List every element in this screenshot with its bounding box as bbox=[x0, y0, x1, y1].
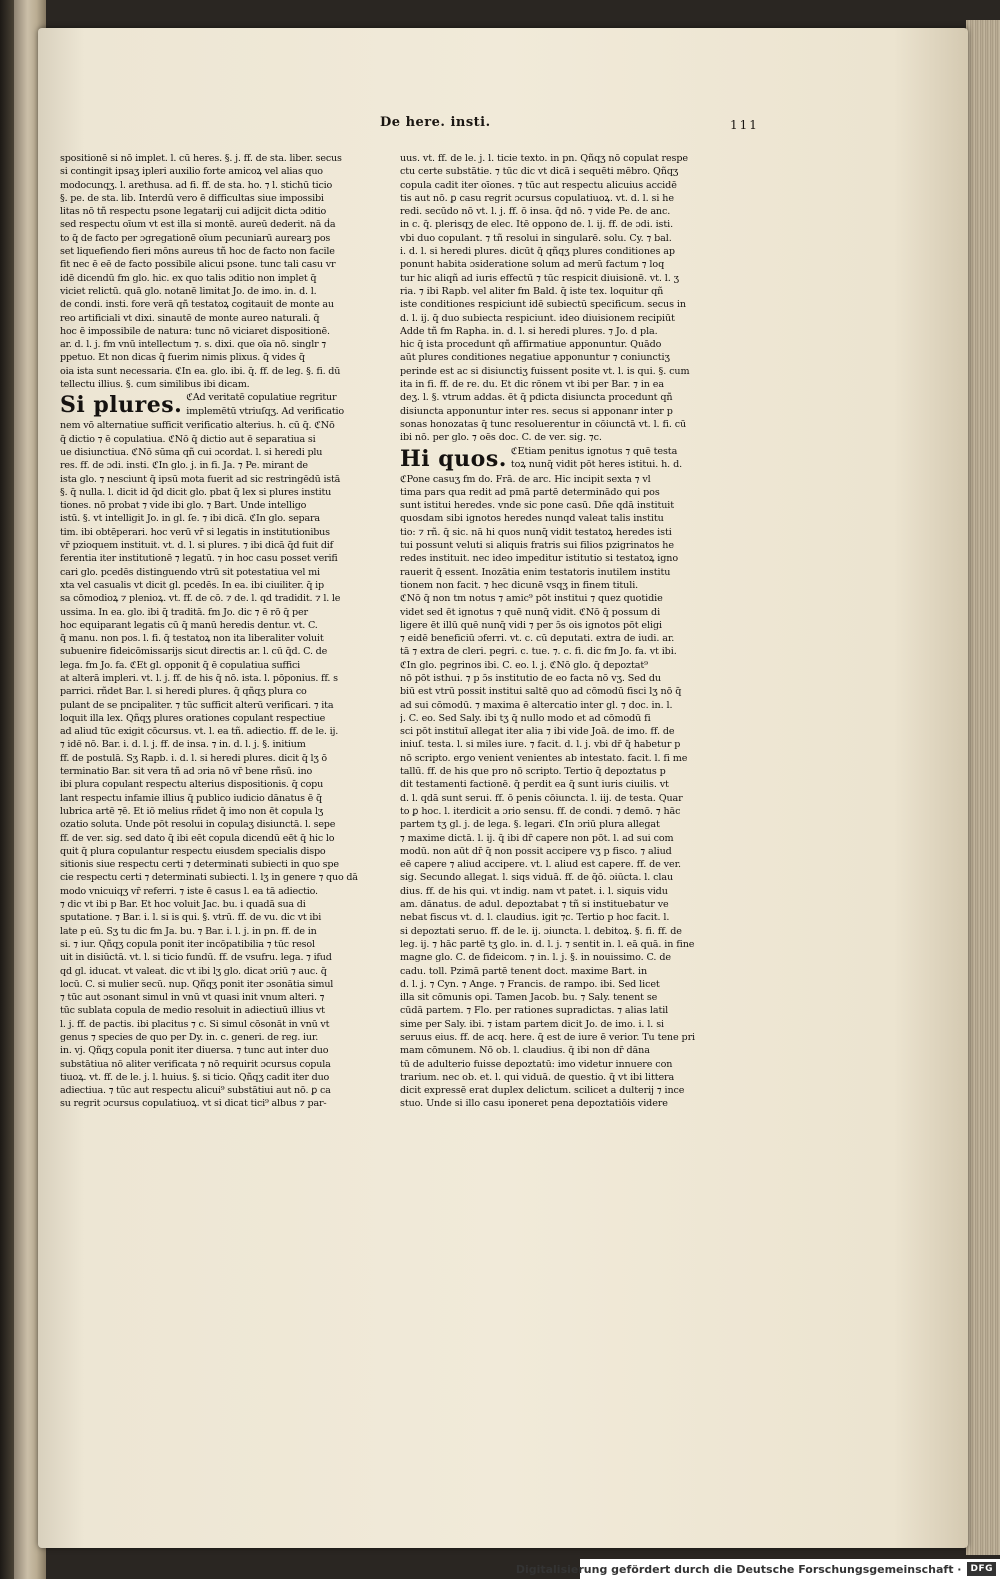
lemma-block-si-plures bbox=[60, 391, 378, 419]
text-line: sputatione. ⁊ Bar. i. l. si is qui. §. vtrū. ff. de vu. dic vt ibi bbox=[60, 912, 322, 924]
text-line: ⁊ tūc aut ɔsonant simul in vnū vt quasi init vnum alteri. ⁊ bbox=[60, 992, 325, 1004]
text-line: genus ⁊ species de quo per Dy. in. c. generi. de reg. iur. bbox=[60, 1032, 319, 1043]
text-line: to ꝑ hoc. l. iterdicit a ɔrio sensu. ff. de condi. ⁊ demō. ⁊ hāc bbox=[400, 805, 681, 817]
text-line: d. l. qdā sunt serui. ff. ō penis cōiuncta. l. iij. de testa. Quar bbox=[400, 792, 683, 804]
text-line: perinde est ac si disiunctiʒ fuissent posite vt. l. is qui. §. cum bbox=[400, 365, 690, 377]
text-line: ℭPone casuʒ fm do. Frā. de arc. Hic incipit sexta ⁊ vl bbox=[400, 473, 651, 485]
text-line: tallū. ff. de his que pro nō scripto. Tertio q̄ depoztatus p bbox=[400, 766, 666, 778]
text-line: ff. de postulā. Sʒ Rapb. i. d. l. si heredi plures. dicit q̄ lʒ ō bbox=[60, 752, 327, 764]
text-line: tio: ⁊ rñ. q̄ sic. nā hi quos nunq̄ vidit testatoꝝ heredes isti bbox=[400, 526, 672, 538]
text-line: oia ista sunt necessaria. ℭIn ea. glo. ibi. q̄. ff. de leg. §. fi. dū bbox=[60, 365, 341, 377]
text-line: modo vnicuiqʒ vr̄ referri. ⁊ iste ē casus l. ea tā adiectio. bbox=[60, 885, 318, 897]
text-line: sig. Secundo allegat. l. siqs viduā. ff. de q̄ō. ɔiūcta. l. clau bbox=[400, 872, 674, 884]
text-line: iste conditiones respiciunt idē subiectū specificum. secus in bbox=[400, 299, 686, 311]
text-line: ibi plura copulant respectu alterius dispositionis. q̄ copu bbox=[60, 779, 324, 791]
text-line: terminatio Bar. sit vera tñ ad ɔria nō vr̄ bene rñsū. ino bbox=[60, 766, 313, 778]
text-line: litas nō tñ respectu psone legatarij cui adijcit dicta ɔditio bbox=[60, 206, 327, 218]
text-line: dit testamenti factionē. q̄ perdit ea q̄ sunt iuris ciuilis. vt bbox=[400, 779, 669, 791]
text-line: modocunqʒ. l. arethusa. ad fi. ff. de sta. ho. ⁊ l. stichū ticio bbox=[60, 179, 333, 191]
lemma-tail-line: ℭAd veritatē copulatiue regritur bbox=[186, 392, 337, 404]
text-line: eē capere ⁊ aliud accipere. vt. l. aliud est capere. ff. de ver. bbox=[400, 859, 681, 871]
text-line: ita in fi. ff. de re. du. Et dic rōnem vt ibi per Bar. ⁊ in ea bbox=[400, 379, 664, 391]
text-line: late p eū. Sʒ tu dic fm Ja. bu. ⁊ Bar. i. l. j. in pn. ff. de in bbox=[60, 925, 317, 937]
text-line: redes instituit. nec ideo impeditur istitutio si testatoꝝ igno bbox=[400, 553, 679, 565]
text-line: aūt plures conditiones negatiue apponuntur ⁊ coniunctiʒ bbox=[400, 352, 670, 364]
text-line: deʒ. l. §. vtrum addas. ēt q̄ pdicta disiuncta procedunt qñ bbox=[400, 392, 673, 404]
text-line: redi. secūdo nō vt. l. j. ff. ō insa. q̄d nō. ⁊ vide Pe. de anc. bbox=[400, 206, 671, 218]
text-line: tis aut nō. ꝑ casu regrit ɔcursus copulatiuoꝝ. vt. d. l. si he bbox=[400, 192, 674, 204]
text-line: ponunt habita ɔsideratione solum ad merū factum ⁊ loq bbox=[400, 259, 665, 271]
folio-number: 111 bbox=[730, 118, 759, 132]
text-line: si depoztati seruo. ff. de le. ij. ɔiuncta. l. debitoꝝ. §. fi. ff. de bbox=[400, 925, 682, 937]
book-fore-edge bbox=[966, 20, 1000, 1555]
text-line: in c. q̄. plerisqʒ de elec. Itē oppono de. l. ij. ff. de ɔdi. isti. bbox=[400, 219, 674, 231]
text-line: ppetuo. Et non dicas q̄ fuerim nimis plixus. q̄ vides q̄ bbox=[60, 352, 305, 364]
text-line: ibi nō. per glo. ⁊ oēs doc. C. de ver. sig. ⁊c. bbox=[400, 432, 602, 444]
text-line: ar. d. l. j. fm vnū intellectum ⁊. s. dixi. que oīa nō. singlr ⁊ bbox=[60, 339, 326, 351]
text-line: lega. fm Jo. fa. ℭEt gl. opponit q̄ ē copulatiua suffici bbox=[60, 659, 301, 671]
text-line: cadu. toll. Pzimā partē tenent doct. maxime Bart. in bbox=[400, 965, 648, 977]
text-line: hoc equiparant legatis cū q̄ manū heredis dentur. vt. C. bbox=[60, 619, 318, 631]
lemma-tail-line: ℭEtiam penitus ignotus ⁊ quē testa bbox=[510, 445, 678, 457]
text-line: modū. non aūt dr̄ q̄ non possit accipere vʒ p fisco. ⁊ aliud bbox=[400, 845, 672, 857]
text-line: q̄ dictio ⁊ ē copulatiua. ℭNō q̄ dictio aut ē separatiua si bbox=[60, 433, 316, 445]
right-column-lines bbox=[400, 152, 780, 445]
text-line: d. l. ij. q̄ duo subiecta respiciunt. ideo diuisionem recipiūt bbox=[400, 312, 675, 324]
text-line: hoc ē impossibile de natura: tunc nō viciaret dispositionē. bbox=[60, 325, 330, 337]
text-line: tur hic aliqñ ad iuris effectū ⁊ tūc respicit diuisionē. vt. l. ʒ bbox=[400, 272, 679, 284]
lemma-tail bbox=[511, 445, 682, 472]
text-line: tā ⁊ extra de cleri. pegri. c. tue. ⁊. c. fi. dic fm Jo. fa. vt ibi. bbox=[400, 646, 677, 658]
text-line: nem vō alternatiue sufficit verificatio alterius. h. cū q̄. ℭNō bbox=[60, 420, 335, 432]
text-line: si. ⁊ iur. Qñqʒ copula ponit iter incōpatibilia ⁊ tūc resol bbox=[60, 938, 315, 950]
text-line: ⁊ idē nō. Bar. i. d. l. j. ff. de insa. ⁊ in. d. l. j. §. initium bbox=[60, 739, 306, 751]
text-line: si contingit ipsaʒ ipleri auxilio forte amicoꝝ vel alias quo bbox=[60, 166, 323, 178]
text-line: ⁊ maxime dictā. l. ij. q̄ ibi dr̄ capere non pōt. l. ad sui com bbox=[400, 832, 674, 844]
text-line: i. d. l. si heredi plures. dicūt q̄ qñqʒ plures conditiones ap bbox=[400, 246, 675, 258]
text-line: nebat fiscus vt. d. l. claudius. igit ⁊c. Tertio p hoc facit. l. bbox=[400, 912, 670, 924]
text-line: q̄ manu. non pos. l. fi. q̄ testatoꝝ non ita liberaliter voluit bbox=[60, 633, 324, 645]
lemma-heading: Hi quos. bbox=[400, 445, 507, 472]
text-line: leg. ij. ⁊ hāc partē tʒ glo. in. d. l. j. ⁊ sentit in. l. eā quā. in fine bbox=[400, 938, 695, 950]
right-column-lines-after bbox=[400, 473, 780, 1111]
text-line: sed respectu oīum vt est illa si montē. aureū dederit. nā ḋa bbox=[60, 219, 336, 231]
text-line: d. l. j. ⁊ Cyn. ⁊ Ange. ⁊ Francis. de rampo. ibi. Sed licet bbox=[400, 978, 660, 990]
text-line: lubrica artē ⁊ē. Et iō melius rñdet q̄ imo non ēt copula lʒ bbox=[60, 805, 324, 817]
footer-credit: Digitalisierung gefördert durch die Deutsche Forschungsgemeinschaft · bbox=[515, 1562, 962, 1576]
text-line: lant respectu infamie illius q̄ publico iudicio dānatus ē q̄ bbox=[60, 792, 322, 804]
text-line: ozatio soluta. Unde pōt resolui in copulaʒ disiunctā. l. sepe bbox=[60, 819, 336, 831]
text-line: idē dicendū fm glo. hic. ex quo talis ɔditio non implet q̄ bbox=[60, 272, 317, 284]
text-line: quit q̄ plura copulantur respectu eiusdem specialis dispo bbox=[60, 845, 326, 857]
text-line: j. C. eo. Sed Saly. ibi tʒ q̄ nullo modo et ad cōmodū fi bbox=[400, 712, 651, 724]
text-line: tima pars qua redit ad pmā partē determinādo qui pos bbox=[400, 486, 660, 498]
book-spine bbox=[0, 0, 14, 1579]
text-line: seruus eius. ff. de acq. here. q̄ est de iure ē verior. Tu tene pri bbox=[400, 1032, 696, 1043]
text-line: nō pōt isthui. ⁊ p ɔ̄s institutio de eo facta nō vʒ. Sed du bbox=[400, 672, 661, 684]
text-line: ad aliud tūc exigit cōcursus. vt. l. ea tñ. adiectio. ff. de le. ij. bbox=[60, 726, 339, 738]
text-line: sunt istitui heredes. vnde sic pone casū. Dñe qdā instituit bbox=[400, 500, 675, 512]
text-line: ⁊ dic vt ibi p Bar. Et hoc voluit Jac. bu. i quadā sua di bbox=[60, 899, 306, 911]
text-line: ussima. In ea. glo. ibi q̄ traditā. fm Jo. dic ⁊ ē rō q̄ per bbox=[60, 606, 308, 618]
text-line: su regrit ɔcursus copulatiuoꝝ. vt si dicat tici⁹ albus ⁊ par- bbox=[60, 1098, 327, 1110]
left-column bbox=[60, 152, 378, 1111]
footer-bar bbox=[515, 1559, 1000, 1579]
text-line: partem tʒ gl. j. de lega. §. legari. ℭIn ɔriū plura allegat bbox=[400, 819, 660, 831]
right-column bbox=[400, 152, 780, 1111]
text-line: iniuſ. testa. l. si miles iure. ⁊ facit. d. l. j. vbi dr̄ q̄ habetur p bbox=[400, 739, 681, 751]
text-line: hic q̄ ista procedunt qñ affirmatiue apponuntur. Quādo bbox=[400, 339, 662, 351]
text-line: uus. vt. ff. de le. j. l. ticie texto. in pn. Qñqʒ nō copulat respe bbox=[400, 153, 689, 164]
text-line: copula cadit iter oīones. ⁊ tūc aut respectu alicuius accidē bbox=[400, 179, 677, 191]
text-line: ℭNō q̄ non tm notus ⁊ amic⁹ pōt institui ⁊ quez quotidie bbox=[400, 593, 663, 605]
text-line: sitionis siue respectu certi ⁊ determinati subiecti in quo spe bbox=[60, 859, 339, 871]
text-line: vr̄ pzioquem instituit. vt. d. l. si plures. ⁊ ibi dicā q̄d fuit dif bbox=[60, 540, 333, 552]
dfg-logo: DFG bbox=[967, 1562, 996, 1576]
text-line: xta vel casualis vt dicit gl. pcedēs. In ea. ibi ciuiliter. q̄ ip bbox=[60, 579, 324, 591]
text-line: ria. ⁊ ibi Rapb. vel aliter fm Bald. q̄ iste tex. loquitur qñ bbox=[400, 285, 664, 297]
text-line: sa cōmodioꝝ ⁊ plenioꝝ. vt. ff. de cō. ⁊ de. l. qd tradidit. ⁊ l. le bbox=[60, 593, 341, 605]
text-line: vbi duo copulant. ⁊ tñ resolui in singularē. solu. Cy. ⁊ bal. bbox=[400, 232, 672, 244]
text-line: in. vj. Qñqʒ copula ponit iter diuersa. ⁊ tunc aut inter duo bbox=[60, 1045, 329, 1057]
text-line: tui possunt veluti si aliquis fratris sui filios pzigrinatos he bbox=[400, 540, 674, 552]
left-column-lines-after bbox=[60, 419, 378, 1110]
left-column-lines bbox=[60, 152, 378, 391]
text-line: ℭIn glo. pegrinos ibi. C. eo. l. j. ℭNō glo. q̄ depoztat⁹ bbox=[400, 659, 648, 671]
text-line: §. pe. de sta. lib. Interdū vero ē difficultas siue impossibi bbox=[60, 192, 324, 204]
lemma-heading: Si plures. bbox=[60, 392, 183, 419]
text-line: res. ff. de ɔdi. insti. ℭIn glo. j. in fi. Ja. ⁊ Pe. mirant de bbox=[60, 460, 308, 472]
text-line: subuenire fideicōmissarijs sicut directis ar. l. cū q̄d. C. de bbox=[60, 646, 328, 658]
text-line: tiones. nō probat ⁊ vide ibi glo. ⁊ Bart. Unde intelligo bbox=[60, 500, 307, 512]
text-line: set liquefiendo fieri mōns aureus tñ hoc de facto non facile bbox=[60, 246, 335, 258]
text-line: disiuncta apponuntur inter res. secus si apponanr inter p bbox=[400, 405, 673, 417]
text-line: quosdam sibi ignotos heredes nunqd valeat talis institu bbox=[400, 513, 664, 525]
text-line: fit nec ē eē de facto possibile alicui psone. tunc tali casu vr bbox=[60, 259, 336, 271]
text-line: tiuoꝝ. vt. ff. de le. j. l. huius. §. si ticio. Qñqʒ cadit iter duo bbox=[60, 1071, 330, 1083]
text-line: l. j. ff. de pactis. ibi placitus ⁊ c. Si simul cōsonāt in vnū vt bbox=[60, 1018, 330, 1030]
text-line: parrici. rñdet Bar. l. si heredi plures. q̄ qñqʒ plura co bbox=[60, 686, 307, 698]
text-line: tim. ibi obtēperari. hoc verū vr̄ si legatis in institutionibus bbox=[60, 526, 330, 538]
text-line: nō scripto. ergo venient venientes ab intestato. facit. l. fi me bbox=[400, 752, 688, 764]
text-line: istū. §. vt intelligit Jo. in gl. ſe. ⁊ ibi dicā. ℭIn glo. separa bbox=[60, 513, 320, 525]
text-line: ligere ēt illū quē nunq̄ vidi ⁊ per ɔ̄s ois ignotos pōt eligi bbox=[400, 619, 662, 631]
text-line: ue disiunctiua. ℭNō sūma qñ cui ɔcordat. l. si heredi plu bbox=[60, 446, 323, 458]
text-line: tū de adulterio fuisse depoztatū: imo videtur innuere con bbox=[400, 1058, 673, 1070]
text-line: spositionē si nō implet. l. cū heres. §. j. ff. de sta. liber. secus bbox=[60, 153, 342, 164]
text-line: sonas honozatas q̄ tunc resoluerentur in cōiunctā vt. l. fi. cū bbox=[400, 418, 687, 430]
text-line: mam cōmunem. Nō ob. l. claudius. q̄ ibi non dr̄ dāna bbox=[400, 1045, 650, 1057]
text-line: videt sed ēt ignotus ⁊ quē nunq̄ vidit. ℭNō q̄ possum di bbox=[400, 606, 661, 618]
text-line: cari glo. pcedēs distinguendo vtrū sit potestatiua vel mi bbox=[60, 566, 320, 578]
text-line: ⁊ eidē beneficiū ɔferri. vt. c. cū deputati. extra de iudi. ar. bbox=[400, 633, 675, 645]
text-line: biū est vtrū possit institui saltē quo ad cōmodū fisci lʒ nō q̄ bbox=[400, 686, 682, 698]
text-line: de condi. insti. fore verā qñ testatoꝝ cogitauit de monte au bbox=[60, 299, 334, 311]
lemma-block-hi-quos bbox=[400, 445, 780, 473]
text-line: adiectiua. ⁊ tūc aut respectu alicui⁹ substātiui aut nō. ꝑ ca bbox=[60, 1085, 331, 1097]
text-line: locū. C. si mulier secū. nup. Qñqʒ ponit iter ɔsonātia simul bbox=[60, 978, 334, 990]
text-line: at alterā impleri. vt. l. j. ff. de his q̄ nō. ista. l. pōponius. ff. s bbox=[60, 672, 338, 684]
text-line: dicit expressē erat duplex delictum. scilicet a dulterij ⁊ ince bbox=[400, 1085, 685, 1097]
text-line: am. dānatus. de adul. depoztabat ⁊ tñ si instituebatur ve bbox=[400, 899, 669, 911]
text-line: trarium. nec ob. et. l. qui viduā. de questio. q̄ vt ibi littera bbox=[400, 1071, 675, 1083]
lemma-tail bbox=[186, 391, 344, 418]
text-line: uit in disiūctā. vt. l. si ticio fundū. ff. de vsufru. lega. ⁊ ifud bbox=[60, 952, 332, 964]
text-line: substātiua nō aliter verificata ⁊ nō requirit ɔcursus copula bbox=[60, 1058, 331, 1070]
text-line: ff. de ver. sig. sed dato q̄ ibi eēt copula dicendū eēt q̄ hic lo bbox=[60, 832, 335, 844]
text-line: tellectu illius. §. cum similibus ibi dicam. bbox=[60, 379, 250, 391]
text-line: viciet relictū. quā glo. notanē limitat Jo. de imo. in. d. l. bbox=[60, 285, 317, 297]
text-line: tūc sublata copula de medio resoluit in adiectiuū illius vt bbox=[60, 1005, 325, 1017]
text-line: ad sui cōmodū. ⁊ maxima ē altercatio inter gl. ⁊ doc. in. l. bbox=[400, 699, 673, 711]
text-line: stuo. Unde si illo casu iponeret pena depoztatiōis videre bbox=[400, 1098, 668, 1110]
text-line: magne glo. C. de fideicom. ⁊ in. l. j. §. in nouissimo. C. de bbox=[400, 952, 671, 964]
text-line: sime per Saly. ibi. ⁊ istam partem dicit Jo. de imo. i. l. si bbox=[400, 1018, 664, 1030]
text-line: cie respectu certi ⁊ determinati subiecti. l. lʒ in genere ⁊ quo dā bbox=[60, 872, 358, 884]
text-line: dius. ff. de his qui. vt indig. nam vt patet. i. l. siquis vidu bbox=[400, 885, 668, 897]
text-line: Adde tñ fm Rapha. in. d. l. si heredi plures. ⁊ Jo. d pla. bbox=[400, 325, 658, 337]
lemma-tail-line: implemētū vtriuſqʒ. Ad verificatio bbox=[186, 405, 344, 417]
running-head: De here. insti. bbox=[380, 115, 491, 130]
text-line: cūdā partem. ⁊ Flo. per rationes supradictas. ⁊ alias latil bbox=[400, 1005, 669, 1017]
text-line: §. q̄ nulla. l. dicit id q̄d dicit glo. pbat q̄ lex si plures institu bbox=[60, 486, 332, 498]
text-line: ctu certe substātie. ⁊ tūc dic vt dicā i sequēti mēbro. Qñqʒ bbox=[400, 166, 679, 178]
text-line: loquit illa lex. Qñqʒ plures orationes copulant respectiue bbox=[60, 712, 326, 724]
text-line: qd gl. iducat. vt valeat. dic vt ibi lʒ glo. dicat ɔriū ⁊ auc. q̄ bbox=[60, 965, 327, 977]
text-line: tionem non facit. ⁊ hec dicunē vsqʒ in finem tituli. bbox=[400, 579, 639, 591]
text-line: ista glo. ⁊ nesciunt q̄ ipsū mota fuerit ad sic restringēdū istā bbox=[60, 473, 341, 485]
text-line: to q̄ de facto per ɔgregationē oīum pecuniarū aurearꝫ pos bbox=[60, 232, 331, 244]
text-line: ferentia iter institutionē ⁊ legatū. ⁊ in hoc casu posset verifi bbox=[60, 553, 338, 565]
text-line: rauerit q̄ essent. Inozātia enim testatoris inutilem institu bbox=[400, 566, 671, 578]
text-line: sci pōt instituī allegat iter alia ⁊ ibi vide Joā. de imo. ff. de bbox=[400, 726, 675, 738]
text-line: reo artificiali vt dixi. sinautē de monte aureo naturali. q̄ bbox=[60, 312, 320, 324]
text-line: illa sit cōmunis opi. Tamen Jacob. bu. ⁊ Saly. tenent se bbox=[400, 992, 658, 1004]
text-line: pulant de se pncipaliter. ⁊ tūc sufficit alterū verificari. ⁊ ita bbox=[60, 699, 334, 711]
lemma-tail-line: toꝝ nunq̄ vidit pōt heres istitui. h. d. bbox=[510, 458, 683, 470]
